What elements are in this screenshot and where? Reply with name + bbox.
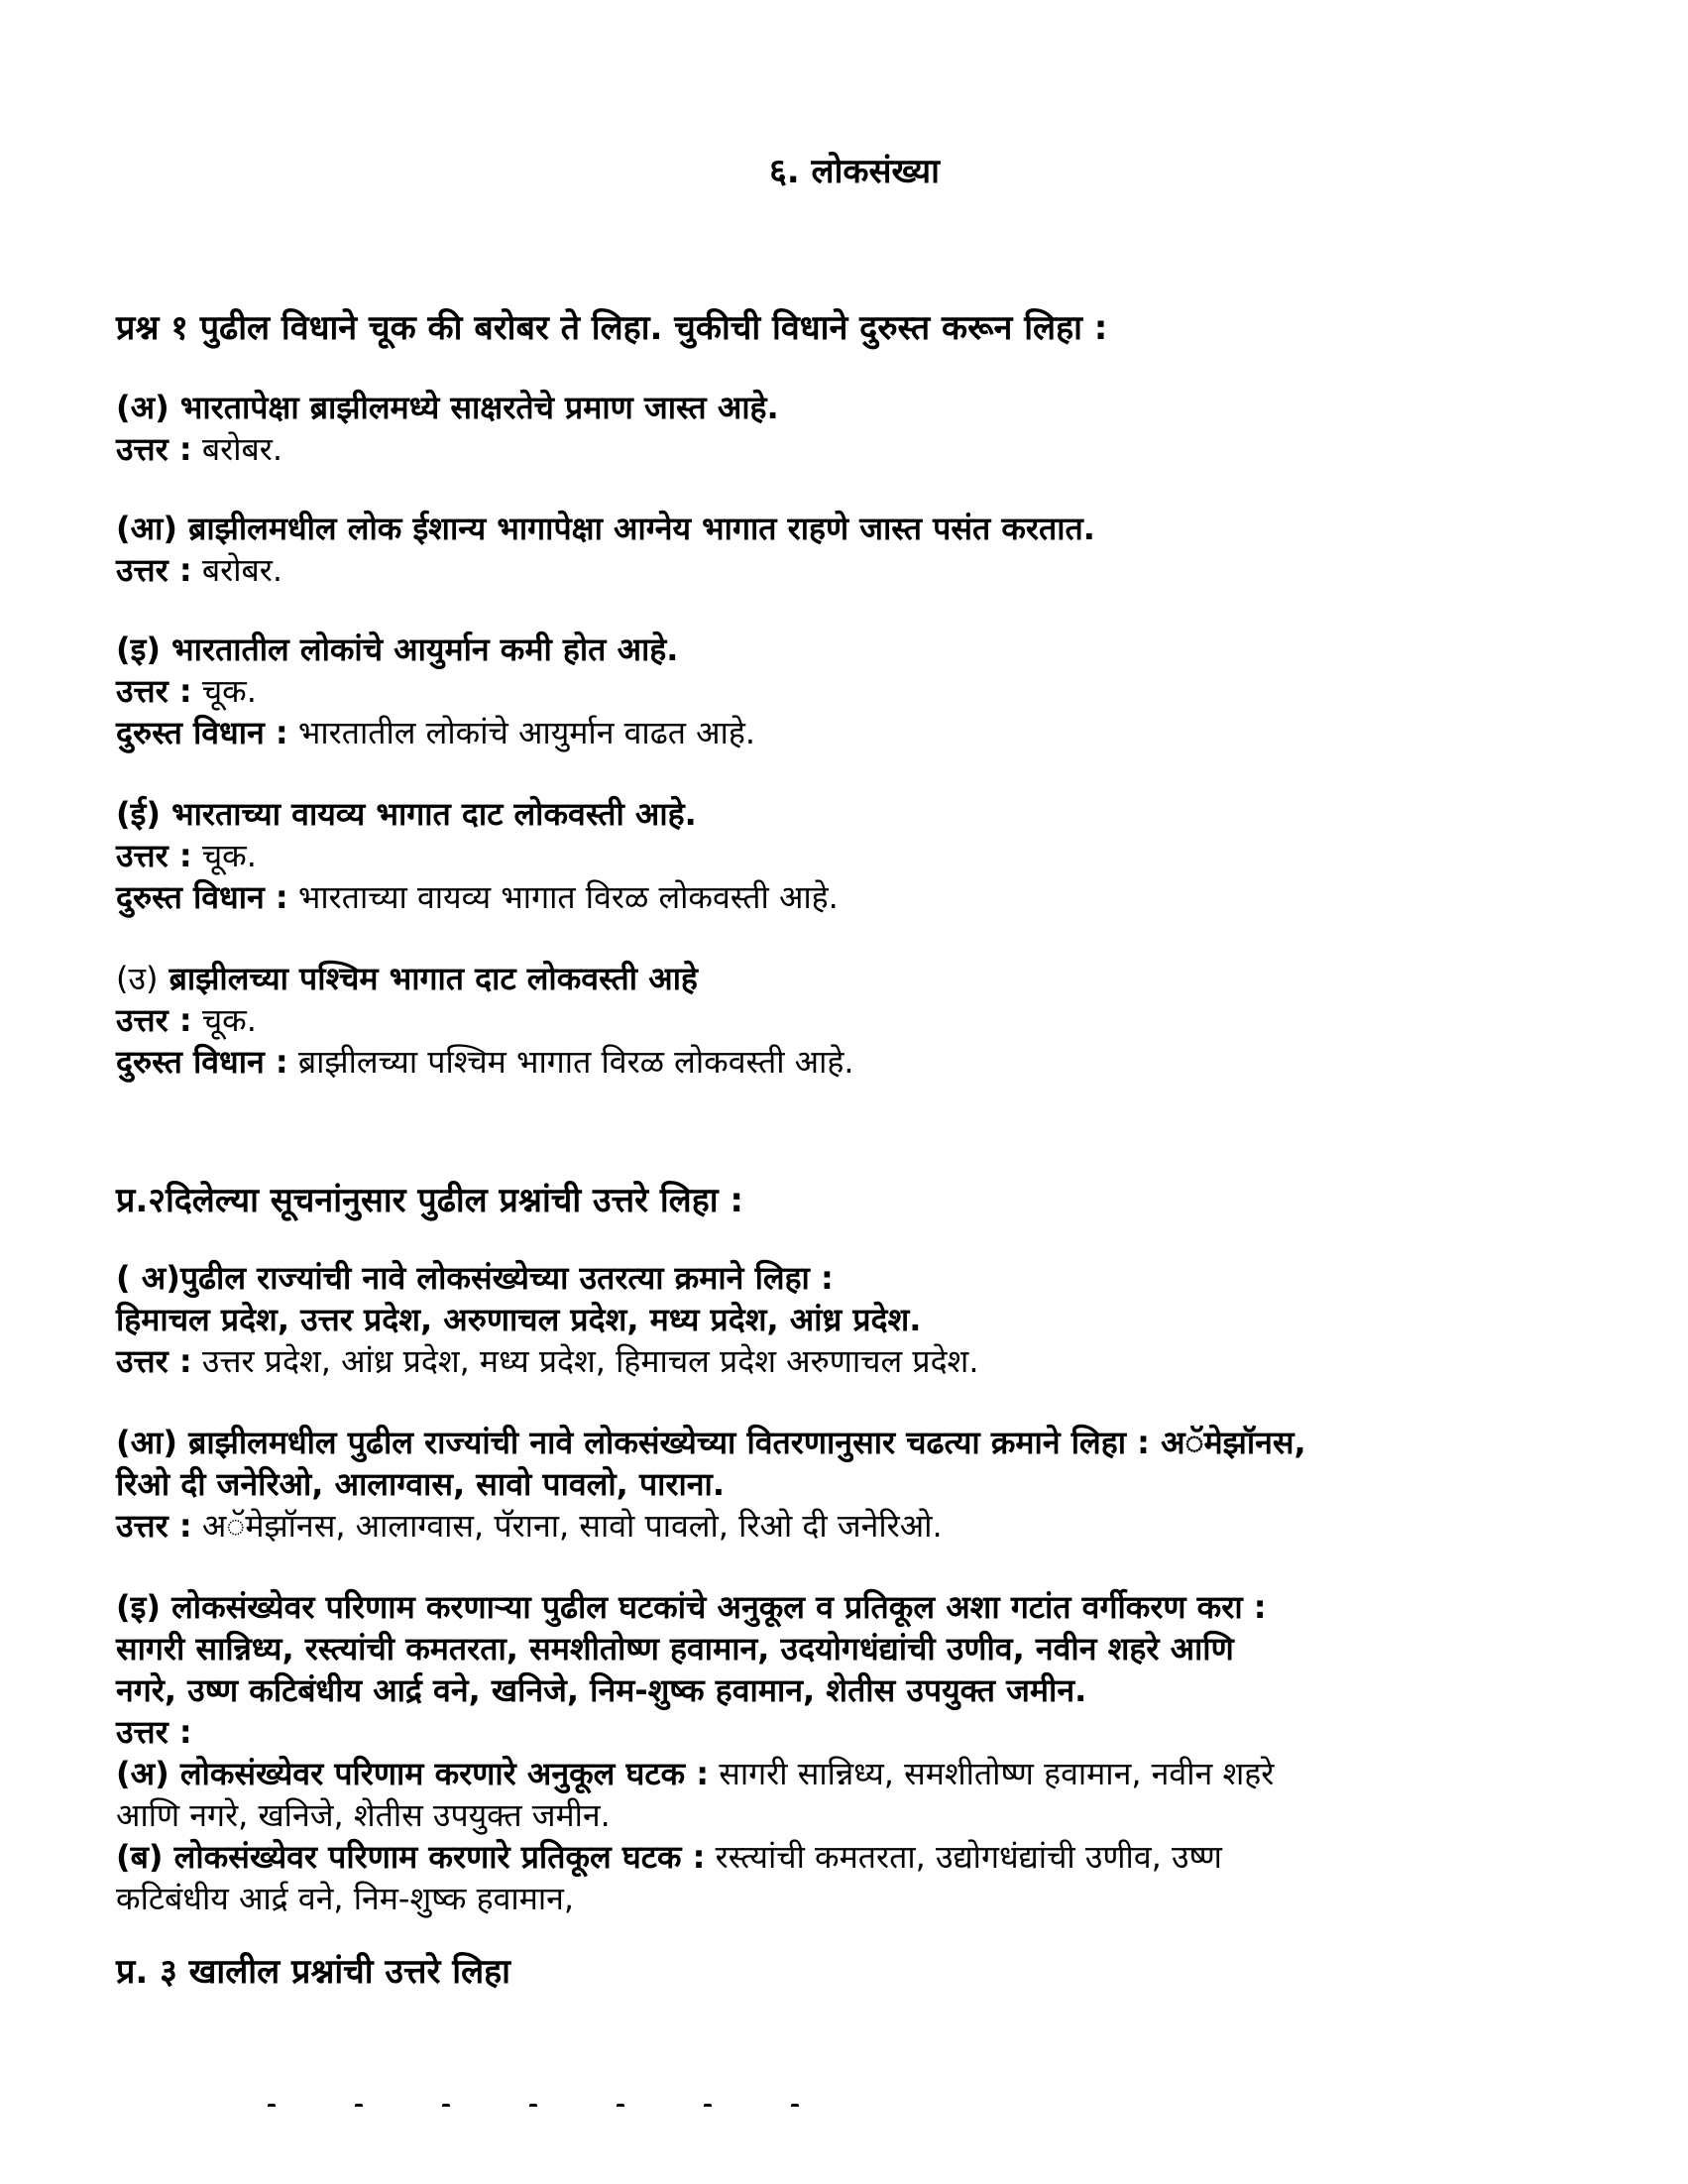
q1-item-i — [116, 629, 1603, 753]
favourable-factors-label: (अ) लोकसंख्येवर परिणाम करणारे अनुकूल घटक : — [116, 1755, 710, 1792]
q1-item-u — [116, 958, 1603, 1083]
q1-ii-question: (ई) भारताच्या वायव्य भागात दाट लोकवस्ती आहे. — [116, 795, 697, 833]
answer-label: उत्तर : — [116, 1507, 192, 1545]
answer-label: उत्तर : — [116, 672, 192, 710]
favourable-factors-text-cont: आणि नगरे, खनिजे, शेतीस उपयुक्त जमीन. — [116, 1796, 611, 1834]
answer-label: उत्तर : — [116, 551, 192, 589]
unfavourable-factors-text: रस्त्यांची कमतरता, उद्योगधंद्यांची उणीव, उष्ण — [705, 1838, 1222, 1876]
q2-aa-question-line1: (आ) ब्राझीलमधील पुढील राज्यांची नावे लोकसंख्येच्या वितरणानुसार चढत्या क्रमाने लिहा : अॅमेझॉनस, — [116, 1424, 1306, 1461]
q1-i-question: (इ) भारतातील लोकांचे आयुर्मान कमी होत आहे. — [116, 631, 679, 668]
answer-text: बरोबर. — [191, 551, 283, 589]
answer-text: चूक. — [191, 1001, 257, 1039]
answer-label: उत्तर : — [116, 1001, 192, 1039]
corrected-label: दुरुस्त विधान : — [116, 1043, 288, 1081]
corrected-label: दुरुस्त विधान : — [116, 714, 288, 751]
corrected-text: भारताच्या वायव्य भागात विरळ लोकवस्ती आहे. — [287, 878, 839, 916]
favourable-factors-text: सागरी सान्निध्य, समशीतोष्ण हवामान, नवीन शहरे — [709, 1755, 1275, 1792]
q1-item-ii — [116, 793, 1603, 918]
q1-u-question: ब्राझीलच्या पश्चिम भागात दाट लोकवस्ती आहे — [158, 960, 698, 997]
unfavourable-factors-label: (ब) लोकसंख्येवर परिणाम करणारे प्रतिकूल घटक : — [116, 1838, 706, 1876]
corrected-text: ब्राझीलच्या पश्चिम भागात विरळ लोकवस्ती आहे. — [287, 1043, 854, 1081]
answer-text: चूक. — [191, 837, 257, 874]
unfavourable-factors-text-cont: कटिबंधीय आर्द्र वने, निम-शुष्क हवामान, — [116, 1880, 575, 1917]
q2-heading: प्र.२दिलेल्या सूचनांनुसार पुढील प्रश्नांची उत्तरे लिहा : — [116, 1181, 743, 1220]
q1-item-a — [116, 387, 1603, 470]
q2-item-a — [116, 1257, 1603, 1382]
answer-label: उत्तर : — [116, 1342, 192, 1380]
q1-heading: प्रश्न १ पुढील विधाने चूक की बरोबर ते लिहा. चुकीची विधाने दुरुस्त करून लिहा : — [116, 308, 1108, 348]
q3-heading: प्र. ३ खालील प्रश्नांची उत्तरे लिहा — [116, 1952, 510, 1992]
q2-item-i — [116, 1586, 1603, 1919]
q1-u-prefix: (उ) — [116, 960, 159, 997]
q1-item-aa — [116, 508, 1603, 591]
answer-label: उत्तर : — [116, 1713, 192, 1751]
corrected-label: दुरुस्त विधान : — [116, 878, 288, 916]
q2-i-question-line1: (इ) लोकसंख्येवर परिणाम करणाऱ्या पुढील घटकांचे अनुकूल व प्रतिकूल अशा गटांत वर्गीकरण करा : — [116, 1588, 1267, 1626]
answer-label: उत्तर : — [116, 430, 192, 468]
answer-text: चूक. — [191, 672, 257, 710]
q2-a-question-line1: ( अ)पुढील राज्यांची नावे लोकसंख्येच्या उतरत्या क्रमाने लिहा : — [116, 1259, 834, 1297]
cropped-text-fragment — [268, 2097, 922, 2107]
q2-a-question-line2: हिमाचल प्रदेश, उत्तर प्रदेश, अरुणाचल प्रदेश, मध्य प्रदेश, आंध्र प्रदेश. — [116, 1301, 922, 1338]
answer-label: उत्तर : — [116, 837, 192, 874]
answer-text: अॅमेझॉनस, आलाग्वास, पॅराना, सावो पावलो, रिओ दी जनेरिओ. — [191, 1507, 943, 1545]
q1-a-question: (अ) भारतापेक्षा ब्राझीलमध्ये साक्षरतेचे प्रमाण जास्त आहे. — [116, 389, 779, 426]
q2-i-question-line2: सागरी सान्निध्य, रस्त्यांची कमतरता, समशीतोष्ण हवामान, उदयोगधंद्यांची उणीव, नवीन शहरे आणि — [116, 1630, 1234, 1667]
q2-aa-question-line2: रिओ दी जनेरिओ, आलाग्वास, सावो पावलो, पाराना. — [116, 1465, 725, 1503]
q2-i-question-line3: नगरे, उष्ण कटिबंधीय आर्द्र वने, खनिजे, निम-शुष्क हवामान, शेतीस उपयुक्त जमीन. — [116, 1671, 1087, 1709]
page-title: ६. लोकसंख्या — [769, 152, 940, 191]
corrected-text: भारतातील लोकांचे आयुर्मान वाढत आहे. — [287, 714, 756, 751]
answer-text: बरोबर. — [191, 430, 283, 468]
q1-aa-question: (आ) ब्राझीलमधील लोक ईशान्य भागापेक्षा आग्नेय भागात राहणे जास्त पसंत करतात. — [116, 510, 1095, 547]
document-page — [116, 0, 1593, 2184]
answer-text: उत्तर प्रदेश, आंध्र प्रदेश, मध्य प्रदेश, हिमाचल प्रदेश अरुणाचल प्रदेश. — [191, 1342, 979, 1380]
q2-item-aa — [116, 1422, 1603, 1547]
